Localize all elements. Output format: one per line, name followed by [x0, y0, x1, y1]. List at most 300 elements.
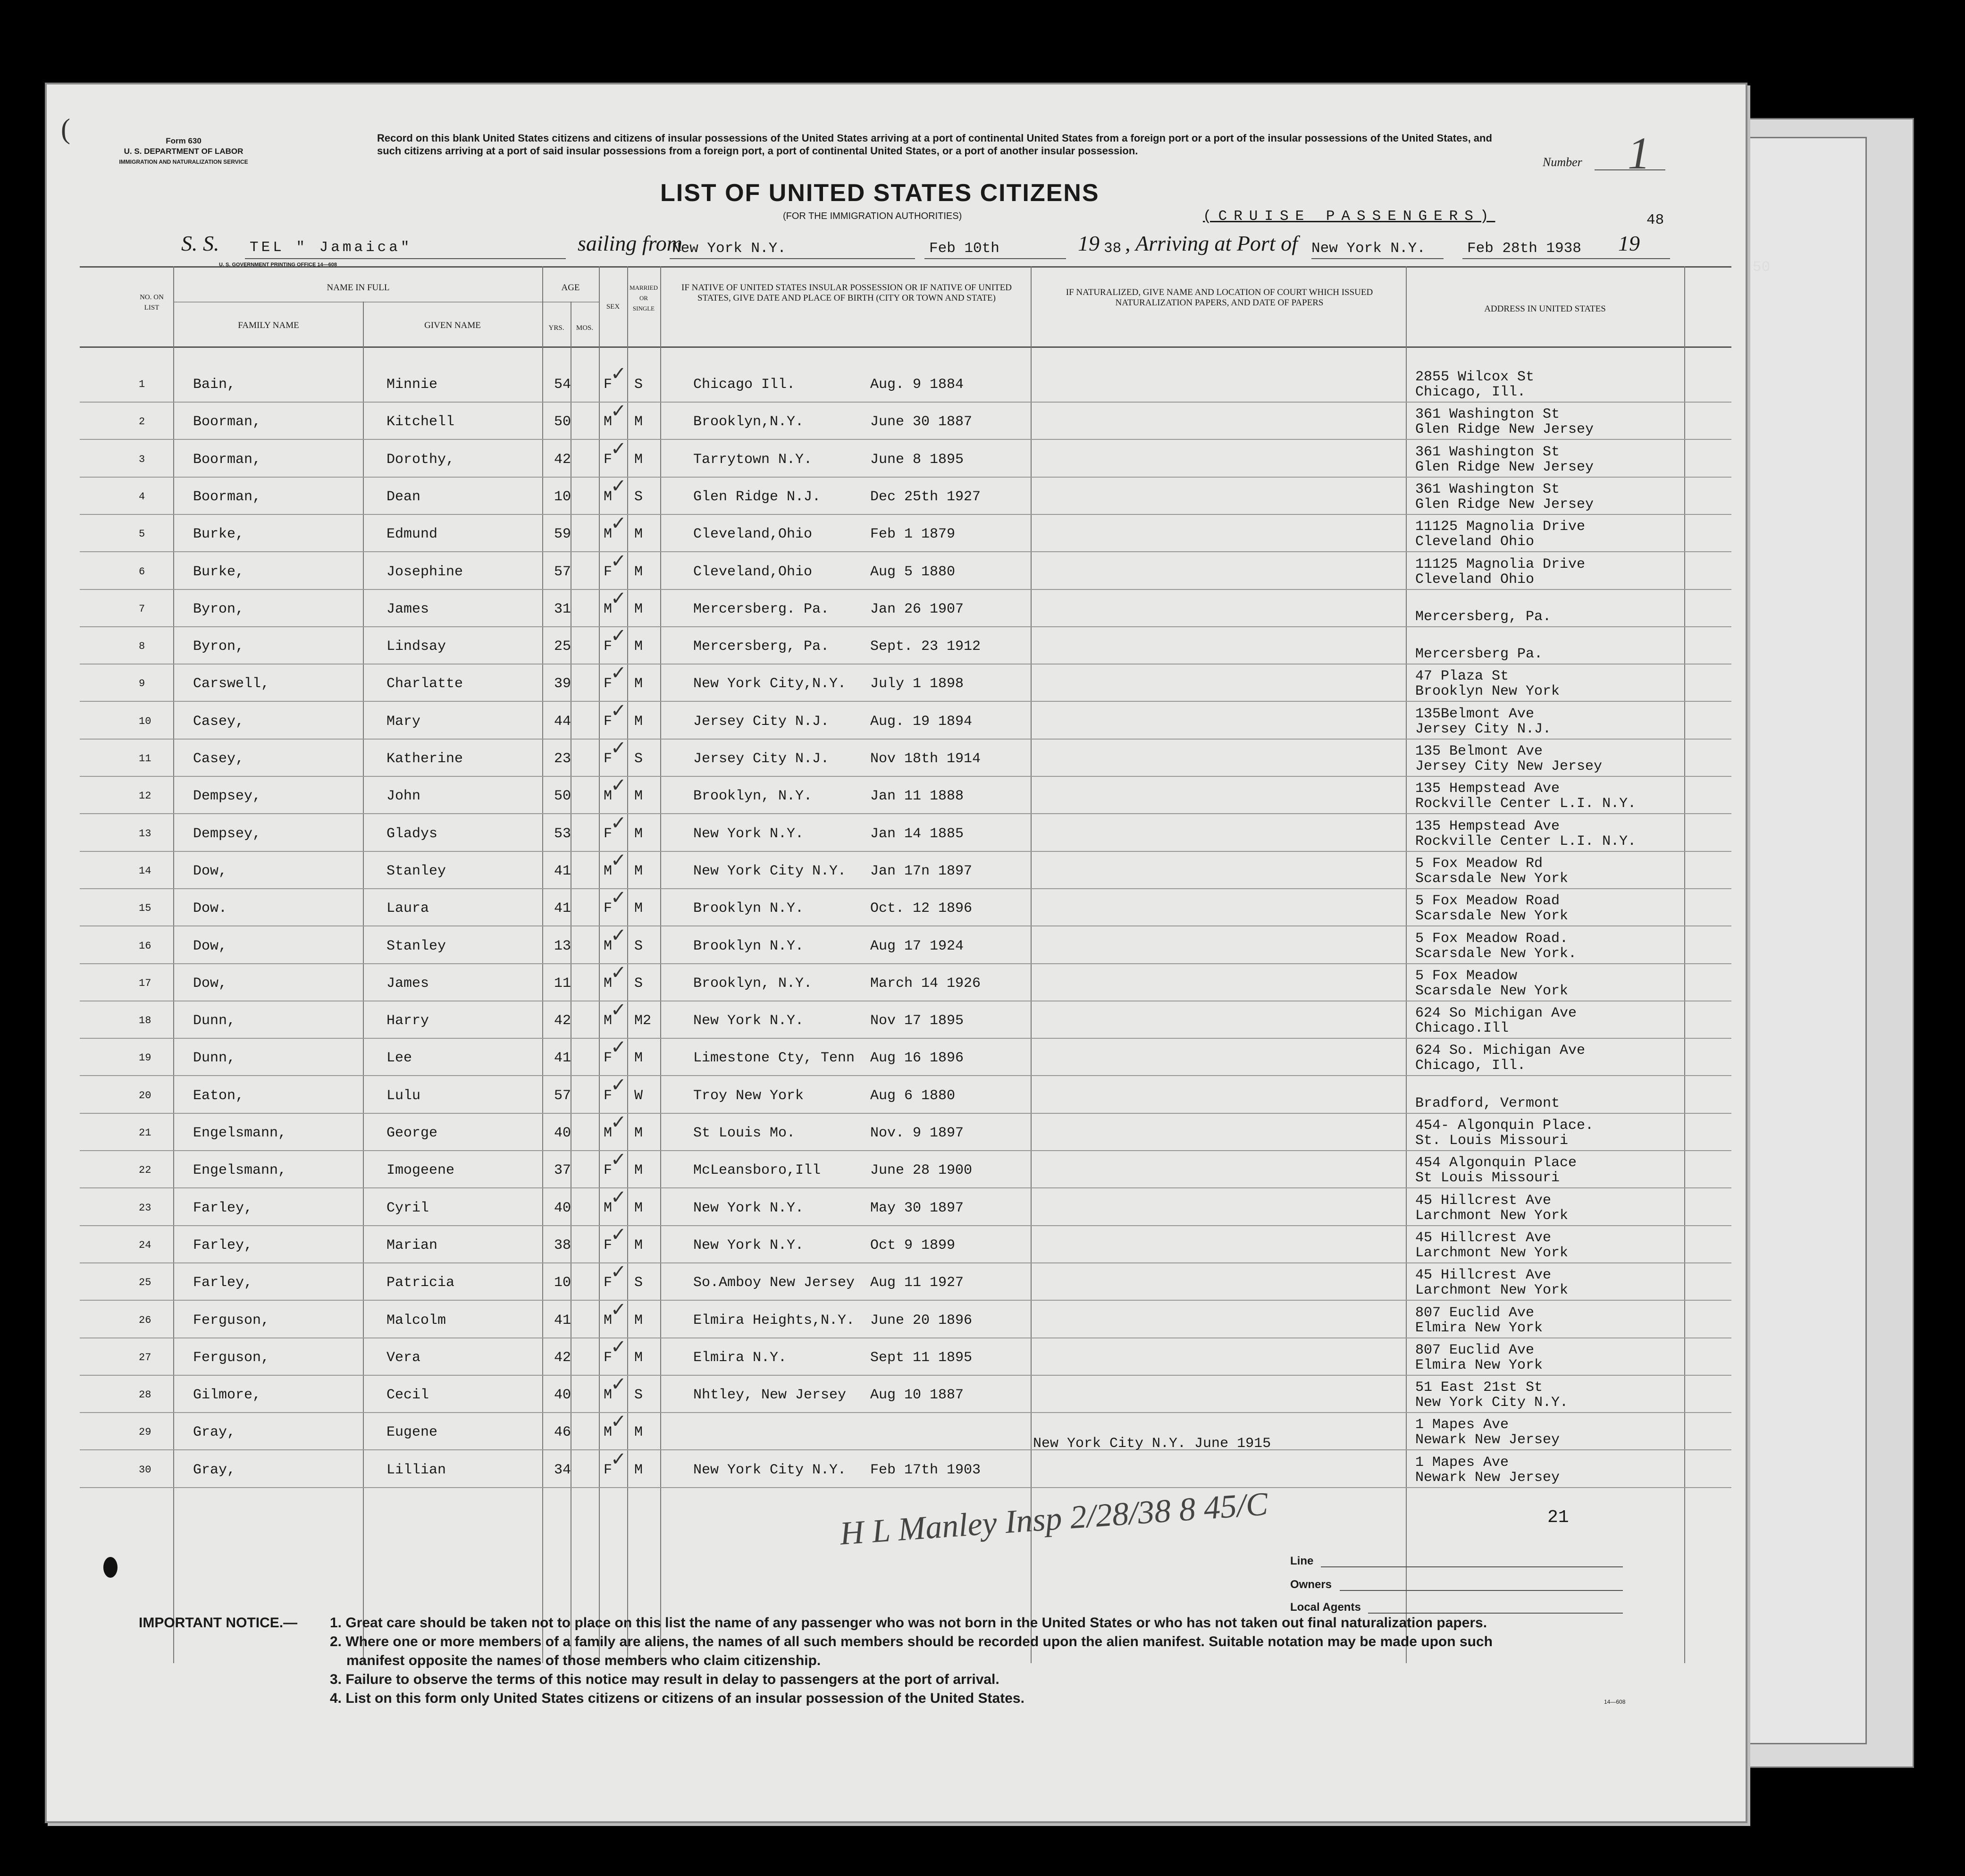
check-mark-icon: ✓ — [611, 850, 627, 871]
page-number-48: 48 — [1646, 212, 1664, 228]
row-number: 16 — [139, 940, 151, 952]
family-name: Dempsey, — [193, 826, 261, 842]
family-name: Byron, — [193, 639, 244, 655]
table-row — [47, 850, 1746, 892]
marital-status: M — [634, 526, 643, 542]
address-line-1: 51 East 21st St — [1415, 1380, 1543, 1396]
birth-place: Limestone Cty, Tenn — [693, 1050, 855, 1066]
family-name: Boorman, — [193, 414, 261, 430]
table-row — [47, 1448, 1746, 1491]
table-row — [47, 588, 1746, 630]
check-mark-icon: ✓ — [611, 1448, 627, 1470]
address-line-2: Larchmont New York — [1415, 1245, 1569, 1261]
birth-place: Mercersberg. Pa. — [693, 601, 830, 617]
birth-place: Jersey City N.J. — [693, 751, 830, 767]
address-line-1: 47 Plaza St — [1415, 668, 1509, 684]
family-name: Gray, — [193, 1462, 236, 1478]
birth-date: Aug 5 1880 — [870, 564, 956, 580]
sex: M — [604, 526, 613, 542]
birth-place: Cleveland,Ohio — [693, 526, 813, 542]
given-name: Cyril — [386, 1200, 429, 1216]
year-suffix: 38 — [1104, 240, 1122, 257]
row-number: 18 — [139, 1015, 151, 1026]
birth-place: New York N.Y. — [693, 1200, 804, 1216]
birth-place: Brooklyn N.Y. — [693, 900, 804, 917]
table-row — [47, 662, 1746, 705]
family-name: Farley, — [193, 1275, 253, 1291]
age-years: 11 — [554, 976, 571, 992]
birth-place: Troy New York — [693, 1088, 804, 1104]
given-name: James — [386, 601, 429, 617]
agent-local-agents-label: Local Agents — [1290, 1601, 1361, 1614]
check-mark-icon: ✓ — [611, 625, 627, 647]
family-name: Burke, — [193, 564, 244, 580]
form-number: Form 630 — [166, 136, 202, 145]
table-row — [47, 1186, 1746, 1229]
birth-place: McLeansboro,Ill — [693, 1162, 821, 1178]
check-mark-icon: ✓ — [611, 1224, 627, 1245]
birth-place: Brooklyn,N.Y. — [693, 414, 804, 430]
address-line-1: 135 Hempstead Ave — [1415, 781, 1560, 797]
address-line-1: 5 Fox Meadow — [1415, 968, 1518, 984]
row-number: 26 — [139, 1314, 151, 1326]
ship-name: TEL " Jamaica" — [250, 239, 412, 256]
family-name: Dow, — [193, 976, 227, 992]
table-row — [47, 1261, 1746, 1304]
naturalization: New York City N.Y. June 1915 — [1033, 1436, 1271, 1452]
marital-status: S — [634, 1275, 643, 1291]
check-mark-icon: ✓ — [611, 363, 627, 385]
print-office: U. S. GOVERNMENT PRINTING OFFICE 14—608 — [219, 262, 337, 268]
given-name: Stanley — [386, 863, 446, 879]
table-row — [47, 737, 1746, 780]
form-service: IMMIGRATION AND NATURALIZATION SERVICE — [119, 159, 248, 165]
family-name: Carswell, — [193, 676, 270, 692]
birth-date: Aug 11 1927 — [870, 1275, 964, 1291]
check-mark-icon: ✓ — [611, 513, 627, 534]
birth-place: Brooklyn, N.Y. — [693, 976, 813, 992]
table-row — [47, 625, 1746, 667]
check-mark-icon: ✓ — [611, 1373, 627, 1395]
notice-item-4: 4. List on this form only United States citizens or citizens of an insular possession of the United States. — [330, 1691, 1024, 1706]
address-line-2: Scarsdale New York. — [1415, 946, 1577, 962]
arrival-year-prefix: 19 — [1618, 231, 1640, 255]
agent-owners-label: Owners — [1290, 1578, 1332, 1591]
marital-status: S — [634, 751, 643, 767]
address-line-1: 361 Washington St — [1415, 481, 1560, 497]
age-years: 41 — [554, 1312, 571, 1329]
family-name: Boorman, — [193, 452, 261, 468]
preamble-text: Record on this blank United States citizens and citizens of insular possessions of the United States arriving at a port of continental United States from a foreign port or a port of the insular possessions of the United States, and such citizens arriving at a port of said insular possessions from a foreign port, a port of continental United States, or a port of another insular possession. — [377, 132, 1492, 157]
sex: F — [604, 676, 613, 692]
check-mark-icon: ✓ — [611, 475, 627, 497]
address-line-2: Newark New Jersey — [1415, 1432, 1560, 1448]
row-number: 7 — [139, 603, 145, 615]
sailing-from: New York N.Y. — [672, 240, 786, 257]
birth-place: New York City N.Y. — [693, 863, 847, 879]
birth-date: Nov. 9 1897 — [870, 1125, 964, 1141]
given-name: Kitchell — [386, 414, 455, 430]
address-line-2: Mercersberg Pa. — [1415, 646, 1543, 662]
address-line-1: 1 Mapes Ave — [1415, 1455, 1509, 1471]
arriving-label: , Arriving at Port of — [1125, 231, 1298, 255]
address-line-1: 45 Hillcrest Ave — [1415, 1267, 1552, 1283]
address-line-2: Jersey City New Jersey — [1415, 758, 1603, 774]
birth-date: June 8 1895 — [870, 452, 964, 468]
given-name: Lillian — [386, 1462, 446, 1478]
marital-status: M2 — [634, 1013, 652, 1029]
table-row — [47, 475, 1746, 518]
table-row — [47, 1149, 1746, 1191]
table-row — [47, 438, 1746, 480]
table-row — [47, 1111, 1746, 1154]
address-line-2: Chicago, Ill. — [1415, 1058, 1526, 1074]
check-mark-icon: ✓ — [611, 400, 627, 422]
header-family-name: FAMILY NAME — [238, 320, 299, 330]
given-name: Minnie — [386, 377, 438, 393]
row-number: 3 — [139, 454, 145, 465]
number-value: 1 — [1628, 128, 1650, 178]
birth-date: March 14 1926 — [870, 976, 981, 992]
bracket-mark: ( — [61, 113, 70, 144]
family-name: Dow, — [193, 863, 227, 879]
birth-place: Tarrytown N.Y. — [693, 452, 813, 468]
birth-date: Feb 1 1879 — [870, 526, 956, 542]
address-line-2: New York City N.Y. — [1415, 1395, 1569, 1411]
given-name: Josephine — [386, 564, 463, 580]
given-name: Dorothy, — [386, 452, 455, 468]
sailing-label: sailing from — [578, 231, 682, 255]
sex: M — [604, 938, 613, 954]
family-name: Casey, — [193, 714, 244, 730]
address-line-2: Rockville Center L.I. N.Y. — [1415, 796, 1637, 812]
inspector-signature: H L Manley Insp 2/28/38 8 45/C — [839, 1486, 1269, 1552]
sex: M — [604, 976, 613, 992]
table-row — [47, 999, 1746, 1042]
row-number: 17 — [139, 977, 151, 989]
marital-status: M — [634, 639, 643, 655]
sex: F — [604, 826, 613, 842]
header-mos: MOS. — [576, 324, 594, 332]
marital-status: M — [634, 414, 643, 430]
age-years: 34 — [554, 1462, 571, 1478]
table-row — [47, 1373, 1746, 1416]
age-years: 41 — [554, 1050, 571, 1066]
page-title: LIST OF UNITED STATES CITIZENS — [660, 179, 1100, 207]
agent-line-label: Line — [1290, 1555, 1314, 1567]
marital-status: M — [634, 1162, 643, 1178]
address-line-2: Larchmont New York — [1415, 1282, 1569, 1298]
row-number: 2 — [139, 416, 145, 428]
table-row — [47, 1299, 1746, 1341]
marital-status: M — [634, 1050, 643, 1066]
birth-date: Oct. 12 1896 — [870, 900, 973, 917]
table-row — [47, 1074, 1746, 1117]
row-number: 9 — [139, 678, 145, 690]
sex: M — [604, 1013, 613, 1029]
age-years: 31 — [554, 601, 571, 617]
row-number: 14 — [139, 865, 151, 877]
table-row — [47, 400, 1746, 443]
row-number: 22 — [139, 1164, 151, 1176]
manifest-page — [45, 83, 1771, 1823]
family-name: Farley, — [193, 1237, 253, 1253]
page-subtitle: (FOR THE IMMIGRATION AUTHORITIES) — [783, 211, 962, 221]
arriving-port: New York N.Y. — [1311, 240, 1426, 257]
address-line-1: 361 Washington St — [1415, 444, 1560, 460]
side-number-50: 50 — [1753, 259, 1771, 276]
given-name: James — [386, 976, 429, 992]
form-department: U. S. DEPARTMENT OF LABOR — [124, 147, 244, 156]
check-mark-icon: ✓ — [611, 1036, 627, 1058]
header-naturalized: IF NATURALIZED, GIVE NAME AND LOCATION OF COURT WHICH ISSUED NATURALIZATION PAPERS, AND DATE OF PAPERS — [1066, 287, 1373, 308]
row-number: 19 — [139, 1052, 151, 1064]
table-row — [47, 1036, 1746, 1079]
age-years: 57 — [554, 1088, 571, 1104]
given-name: Vera — [386, 1350, 421, 1366]
check-mark-icon: ✓ — [611, 737, 627, 759]
check-mark-icon: ✓ — [611, 1299, 627, 1321]
number-label: Number — [1543, 155, 1582, 169]
notice-item-2b: manifest opposite the names of those members who claim citizenship. — [346, 1653, 821, 1668]
row-number: 27 — [139, 1352, 151, 1363]
check-mark-icon: ✓ — [611, 550, 627, 572]
age-years: 40 — [554, 1387, 571, 1403]
sex: F — [604, 1237, 613, 1253]
birth-place: Cleveland,Ohio — [693, 564, 813, 580]
sex: M — [604, 1424, 613, 1440]
address-line-1: 5 Fox Meadow Rd — [1415, 856, 1543, 872]
row-number: 30 — [139, 1464, 151, 1476]
row-number: 6 — [139, 566, 145, 578]
table-row — [47, 363, 1746, 405]
birth-place: Jersey City N.J. — [693, 714, 830, 730]
address-line-1: 45 Hillcrest Ave — [1415, 1193, 1552, 1209]
age-years: 53 — [554, 826, 571, 842]
birth-place: Brooklyn N.Y. — [693, 938, 804, 954]
table-row — [47, 962, 1746, 1004]
year-prefix: 19 — [1078, 231, 1100, 255]
address-line-1: 5 Fox Meadow Road. — [1415, 931, 1569, 947]
check-mark-icon: ✓ — [611, 925, 627, 946]
given-name: Malcolm — [386, 1312, 446, 1329]
birth-place: Chicago Ill. — [693, 377, 796, 393]
sex: M — [604, 1387, 613, 1403]
age-years: 59 — [554, 526, 571, 542]
table-row — [47, 774, 1746, 817]
check-mark-icon: ✓ — [611, 588, 627, 609]
marital-status: S — [634, 377, 643, 393]
table-row — [47, 513, 1746, 555]
address-line-1: 624 So. Michigan Ave — [1415, 1043, 1586, 1059]
check-mark-icon: ✓ — [611, 700, 627, 722]
birth-place: Elmira N.Y. — [693, 1350, 787, 1366]
birth-date: Dec 25th 1927 — [870, 489, 981, 505]
marital-status: S — [634, 489, 643, 505]
family-name: Ferguson, — [193, 1312, 270, 1329]
marital-status: M — [634, 601, 643, 617]
marital-status: S — [634, 1387, 643, 1403]
address-line-2: Larchmont New York — [1415, 1208, 1569, 1224]
age-years: 25 — [554, 639, 571, 655]
notice-item-1: 1. Great care should be taken not to place on this list the name of any passenger who was not born in the United States or who has not taken out final naturalization papers. — [330, 1615, 1487, 1631]
check-mark-icon: ✓ — [611, 999, 627, 1021]
header-yrs: YRS. — [548, 324, 564, 332]
marital-status: S — [634, 938, 643, 954]
header-address: ADDRESS IN UNITED STATES — [1484, 304, 1606, 314]
marital-status: M — [634, 1462, 643, 1478]
family-name: Engelsmann, — [193, 1162, 287, 1178]
family-name: Dunn, — [193, 1013, 236, 1029]
address-line-1: 5 Fox Meadow Road — [1415, 893, 1560, 909]
check-mark-icon: ✓ — [611, 1261, 627, 1283]
row-number: 12 — [139, 790, 151, 802]
sex: M — [604, 788, 613, 804]
marital-status: M — [634, 1125, 643, 1141]
address-line-2: Cleveland Ohio — [1415, 534, 1535, 550]
table-row — [47, 550, 1746, 593]
age-years: 23 — [554, 751, 571, 767]
address-line-1: 135 Belmont Ave — [1415, 743, 1543, 759]
sex: F — [604, 751, 613, 767]
birth-date: Aug 6 1880 — [870, 1088, 956, 1104]
check-mark-icon: ✓ — [611, 1111, 627, 1133]
birth-date: Aug 10 1887 — [870, 1387, 964, 1403]
age-years: 42 — [554, 1013, 571, 1029]
address-line-2: Cleveland Ohio — [1415, 572, 1535, 588]
address-line-2: St. Louis Missouri — [1415, 1133, 1569, 1149]
given-name: Mary — [386, 714, 421, 730]
sex: F — [604, 377, 613, 393]
passenger-type: (CRUISE PASSENGERS) — [1203, 208, 1495, 225]
age-years: 37 — [554, 1162, 571, 1178]
check-mark-icon: ✓ — [611, 1411, 627, 1432]
table-row — [47, 1224, 1746, 1266]
row-number: 15 — [139, 902, 151, 914]
address-line-2: St Louis Missouri — [1415, 1170, 1560, 1186]
family-name: Farley, — [193, 1200, 253, 1216]
sex: F — [604, 1462, 613, 1478]
ss-label: S. S. — [181, 231, 219, 255]
sex: F — [604, 564, 613, 580]
given-name: Stanley — [386, 938, 446, 954]
family-name: Burke, — [193, 526, 244, 542]
given-name: Eugene — [386, 1424, 438, 1440]
row-number: 24 — [139, 1239, 151, 1251]
address-line-1: 454- Algonquin Place. — [1415, 1118, 1594, 1134]
family-name: Eaton, — [193, 1088, 244, 1104]
age-years: 10 — [554, 1275, 571, 1291]
address-line-2: Scarsdale New York — [1415, 983, 1569, 999]
row-number: 25 — [139, 1277, 151, 1288]
back-page-stack-2 — [1746, 137, 1867, 1744]
header-sex: SEX — [606, 303, 620, 311]
age-years: 39 — [554, 676, 571, 692]
sex: M — [604, 1312, 613, 1329]
marital-status: M — [634, 564, 643, 580]
given-name: Charlatte — [386, 676, 463, 692]
row-number: 28 — [139, 1389, 151, 1401]
row-number: 29 — [139, 1426, 151, 1438]
row-number: 13 — [139, 828, 151, 840]
address-line-1: 454 Algonquin Place — [1415, 1155, 1577, 1171]
birth-date: Aug. 9 1884 — [870, 377, 964, 393]
notice-item-2a: 2. Where one or more members of a family are aliens, the names of all such members should be recorded upon the alien manifest. Suitable notation may be made upon such — [330, 1634, 1493, 1649]
birth-date: Jan 11 1888 — [870, 788, 964, 804]
marital-status: M — [634, 788, 643, 804]
marital-status: M — [634, 714, 643, 730]
sex: M — [604, 489, 613, 505]
header-married-single: MARRIED OR SINGLE — [630, 284, 658, 312]
family-name: Dow. — [193, 900, 227, 917]
address-line-2: Glen Ridge New Jersey — [1415, 496, 1594, 513]
family-name: Byron, — [193, 601, 244, 617]
given-name: Dean — [386, 489, 421, 505]
punch-hole — [103, 1557, 118, 1578]
check-mark-icon: ✓ — [611, 1149, 627, 1170]
family-name: Boorman, — [193, 489, 261, 505]
check-mark-icon: ✓ — [611, 1186, 627, 1208]
birth-date: Nov 18th 1914 — [870, 751, 981, 767]
age-years: 40 — [554, 1125, 571, 1141]
sex: F — [604, 1275, 613, 1291]
age-years: 41 — [554, 863, 571, 879]
check-mark-icon: ✓ — [611, 774, 627, 796]
given-name: Gladys — [386, 826, 438, 842]
address-line-2: Newark New Jersey — [1415, 1470, 1560, 1486]
age-years: 40 — [554, 1200, 571, 1216]
age-years: 46 — [554, 1424, 571, 1440]
family-name: Dempsey, — [193, 788, 261, 804]
table-row — [47, 812, 1746, 855]
age-years: 41 — [554, 900, 571, 917]
row-number: 20 — [139, 1090, 151, 1102]
age-years: 13 — [554, 938, 571, 954]
address-line-2: Scarsdale New York — [1415, 871, 1569, 887]
header-given-name: GIVEN NAME — [424, 320, 481, 330]
age-years: 54 — [554, 377, 571, 393]
birth-place: New York N.Y. — [693, 1013, 804, 1029]
row-number: 23 — [139, 1202, 151, 1214]
birth-date: July 1 1898 — [870, 676, 964, 692]
table-row — [47, 1411, 1746, 1453]
sex: F — [604, 1050, 613, 1066]
birth-place: New York City N.Y. — [693, 1462, 847, 1478]
given-name: Edmund — [386, 526, 438, 542]
address-line-1: 45 Hillcrest Ave — [1415, 1230, 1552, 1246]
row-number: 8 — [139, 640, 145, 652]
family-name: Engelsmann, — [193, 1125, 287, 1141]
given-name: Harry — [386, 1013, 429, 1029]
address-line-1: 11125 Magnolia Drive — [1415, 556, 1586, 572]
birth-place: New York N.Y. — [693, 1237, 804, 1253]
address-line-2: Bradford, Vermont — [1415, 1095, 1560, 1111]
address-line-2: Chicago.Ill — [1415, 1020, 1509, 1036]
birth-date: Aug 17 1924 — [870, 938, 964, 954]
row-number: 10 — [139, 715, 151, 727]
birth-date: Jan 14 1885 — [870, 826, 964, 842]
birth-date: June 20 1896 — [870, 1312, 973, 1329]
header-age: AGE — [561, 283, 580, 293]
arrival-date: Feb 28th 1938 — [1467, 240, 1581, 257]
age-years: 42 — [554, 1350, 571, 1366]
birth-place: St Louis Mo. — [693, 1125, 796, 1141]
age-years: 10 — [554, 489, 571, 505]
address-line-2: Rockville Center L.I. N.Y. — [1415, 833, 1637, 850]
header-name-in-full: NAME IN FULL — [327, 283, 390, 293]
check-mark-icon: ✓ — [611, 1074, 627, 1096]
header-no-on-list: NO. ON LIST — [140, 294, 164, 311]
